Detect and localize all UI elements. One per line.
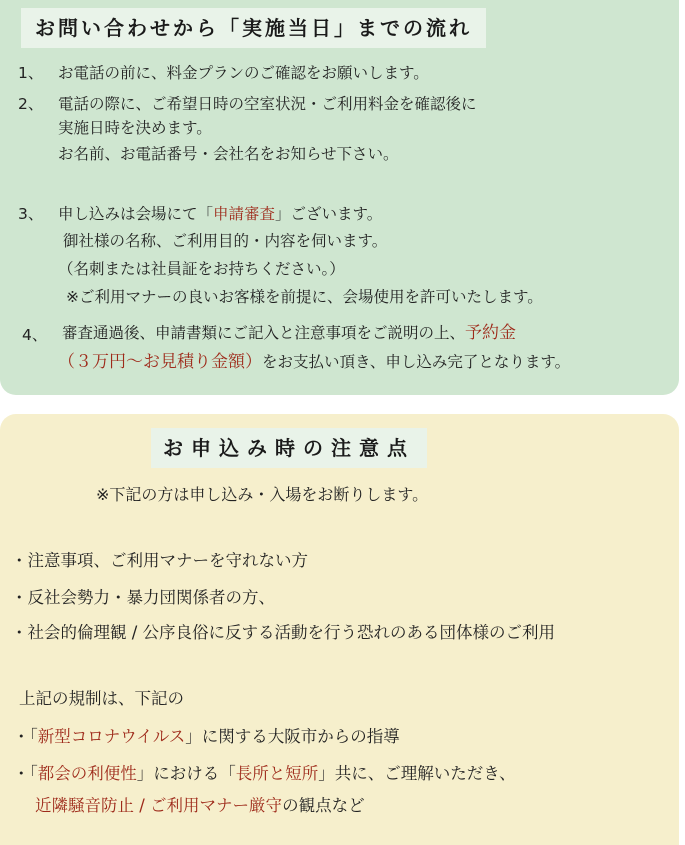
step-4-highlight-deposit: 予約金 <box>465 323 517 343</box>
regulation-item-2 <box>13 763 516 785</box>
step-4-line-1 <box>62 322 516 344</box>
regulation-intro: 上記の規制は、下記の <box>19 689 184 708</box>
regulation-item-2-pre: ・「 <box>13 764 38 783</box>
regulation-item-2-highlight-2: 長所と短所 <box>235 764 319 783</box>
regulation-item-1-pre: ・「 <box>13 727 38 746</box>
notes-intro: ※下記の方は申し込み・入場をお断りします。 <box>96 485 429 504</box>
step-2-line-2: 実施日時を決めます。 <box>58 119 212 137</box>
regulation-item-2-highlight-1: 都会の利便性 <box>37 764 137 783</box>
step-3-line-1 <box>58 203 382 225</box>
step-4-line-1-pre: 審査通過後、申請書類にご記入と注意事項をご説明の上、 <box>62 324 466 342</box>
flow-title: お問い合わせから「実施当日」までの流れ <box>21 8 486 48</box>
step-1-line-1: お電話の前に、料金プランのご確認をお願いします。 <box>58 64 429 82</box>
regulation-item-1-post: 」に関する大阪市からの指導 <box>185 727 400 746</box>
regulation-item-1 <box>13 726 400 748</box>
step-3-line-3: （名刺または社員証をお持ちください。） <box>58 260 345 278</box>
step-1-number: 1、 <box>18 64 44 82</box>
regulation-item-3 <box>35 795 365 817</box>
step-4-line-2-post: をお支払い頂き、申し込み完了となります。 <box>262 353 571 371</box>
step-4-line-2 <box>58 351 570 373</box>
step-3-line-1-pre: 申し込みは会場にて「 <box>58 205 214 223</box>
step-2-line-1: 電話の際に、ご希望日時の空室状況・ご利用料金を確認後に <box>58 95 477 113</box>
regulation-item-3-highlight: 近隣騒音防止 / ご利用マナー厳守 <box>35 796 283 815</box>
regulation-item-1-highlight: 新型コロナウイルス <box>37 727 186 746</box>
regulation-item-2-post: 」共に、ご理解いただき、 <box>318 764 516 783</box>
step-3-number: 3、 <box>18 205 44 223</box>
step-3-line-1-post: 」ございます。 <box>275 205 383 223</box>
notes-bullet-2: ・反社会勢力・暴力団関係者の方、 <box>11 588 275 607</box>
step-4-highlight-amount: （３万円〜お見積り金額） <box>58 352 262 372</box>
step-2-number: 2、 <box>18 95 44 113</box>
notes-title: お申込み時の注意点 <box>151 428 427 468</box>
step-3-line-4: ※ご利用マナーの良いお客様を前提に、会場使用を許可いたします。 <box>66 288 543 306</box>
step-3-highlight: 申請審査 <box>213 205 276 223</box>
step-3-line-2: 御社様の名称、ご利用目的・内容を伺います。 <box>63 232 388 250</box>
regulation-item-2-mid: 」における「 <box>136 764 236 783</box>
notes-bullet-1: ・注意事項、ご利用マナーを守れない方 <box>11 551 308 570</box>
notes-bullet-3: ・社会的倫理観 / 公序良俗に反する活動を行う恐れのある団体様のご利用 <box>11 623 556 642</box>
step-4-number: 4、 <box>22 326 48 344</box>
step-2-line-3: お名前、お電話番号・会社名をお知らせ下さい。 <box>58 145 399 163</box>
regulation-item-3-post: の観点など <box>282 796 365 815</box>
